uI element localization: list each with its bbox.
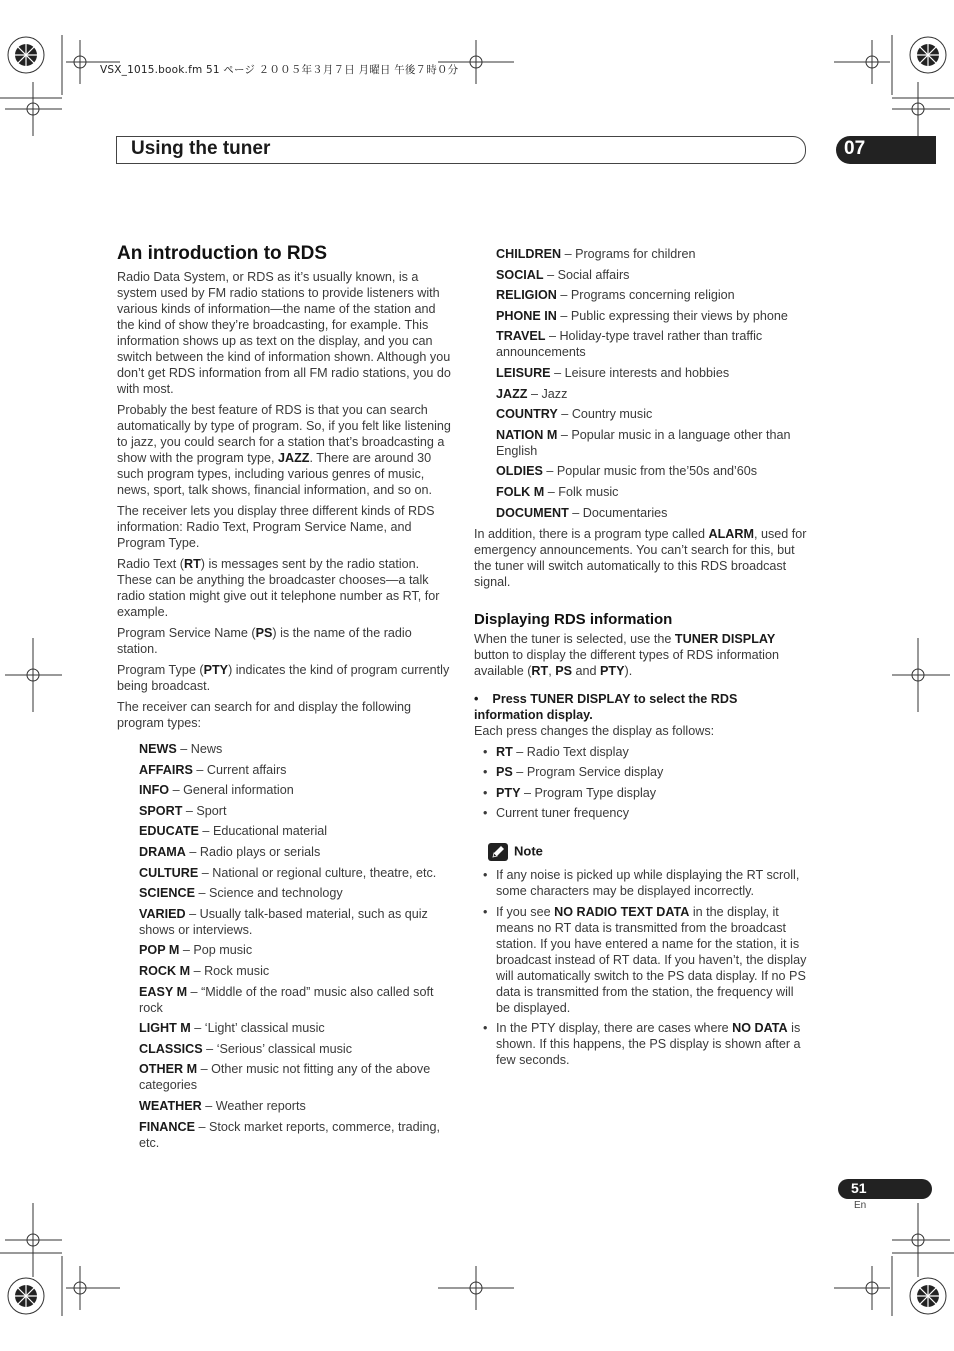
list-item: • PS – Program Service display <box>474 764 810 780</box>
list-item: RELIGION – Programs concerning religion <box>496 288 735 303</box>
paragraph: Each press changes the display as follows: <box>474 724 715 738</box>
note-item: • If any noise is picked up while displaying the RT scroll, some characters may be displayed incorrectly. <box>474 867 810 899</box>
pencil-icon <box>488 843 508 861</box>
note-list <box>474 867 810 1068</box>
list-item: NEWS – News <box>139 742 223 756</box>
list-item: OTHER M – Other music not fitting any of the above categories <box>139 1062 431 1093</box>
heading-intro-rds: An introduction to RDS <box>117 243 328 264</box>
list-item: LIGHT M – ‘Light’ classical music <box>139 1021 325 1036</box>
paragraph: Radio Data System, or RDS as it’s usually known, is a system used by FM radio stations to provide listeners with various kinds of information—the name of the station and the kind of show they’re broadcasting, for example. This information shows up as text on the display, and you can switch between the kind of information shown. Although you don’t get RDS information from all FM radio stations, you do with most. <box>117 270 451 396</box>
note-item: • If you see NO RADIO TEXT DATA in the display, it means no RT data is transmitted from the broadcast station. If you have entered a name for the station, it is broadcast instead of RT data. If you haven’t, the display will automatically switch to the PS data display. If no PS data is transmitted from the station, the frequency will be displayed. <box>474 904 810 1016</box>
list-item: AFFAIRS – Current affairs <box>139 762 287 777</box>
paragraph: Radio Text (RT) is messages sent by the radio station. These can be anything the broadcaster chooses—a talk radio station might give out it telephone number as RT, for example. <box>117 557 440 619</box>
right-column-types <box>474 246 810 595</box>
list-item: SPORT – Sport <box>139 803 227 818</box>
list-item: LEISURE – Leisure interests and hobbies <box>496 365 730 380</box>
paragraph: Probably the best feature of RDS is that you can search automatically by type of program. So, if you felt like listening to jazz, you could search for a station that’s broadcasting a show with the program type, JAZZ. There are around 30 such program types, including various genres of music, news, sport, talk shows, financial information, and so on. <box>117 403 451 497</box>
list-item: WEATHER – Weather reports <box>139 1098 306 1113</box>
list-item: • PTY – Program Type display <box>474 785 810 801</box>
list-item: POP M – Pop music <box>139 943 253 958</box>
list-item: EDUCATE – Educational material <box>139 824 328 839</box>
note-title: Note <box>514 843 543 859</box>
note-heading <box>474 843 810 861</box>
list-item: • RT – Radio Text display <box>474 744 810 760</box>
list-item: FOLK M – Folk music <box>496 484 619 499</box>
heading-displaying-rds: Displaying RDS information <box>474 611 673 628</box>
file-info: VSX_1015.book.fm 51 ページ ２００５年３月７日 月曜日 午後７時０分 <box>100 64 459 76</box>
section-header-bar <box>116 136 806 164</box>
note-item: • In the PTY display, there are cases where NO DATA is shown. If this happens, the PS display is shown after a few seconds. <box>474 1020 810 1068</box>
list-item: INFO – General information <box>139 783 294 798</box>
list-item: SOCIAL – Social affairs <box>496 267 630 282</box>
right-column-display <box>474 631 810 1072</box>
list-item: • Current tuner frequency <box>474 805 810 821</box>
list-item: ROCK M – Rock music <box>139 963 270 978</box>
list-item: PHONE IN – Public expressing their views by phone <box>496 308 788 323</box>
display-mode-list <box>474 744 810 821</box>
list-item: EASY M – “Middle of the road” music also called soft rock <box>139 984 434 1015</box>
list-item: FINANCE – Stock market reports, commerce, trading, etc. <box>139 1119 440 1150</box>
list-item: COUNTRY – Country music <box>496 407 653 422</box>
language-code: En <box>854 1200 867 1211</box>
list-item: DOCUMENT – Documentaries <box>496 505 668 520</box>
paragraph-alarm: In addition, there is a program type called ALARM, used for emergency announcements. You can’t search for this, but the tuner will switch automatically to this RDS broadcast signal. <box>474 526 807 589</box>
list-item: CULTURE – National or regional culture, theatre, etc. <box>139 865 437 880</box>
list-item: SCIENCE – Science and technology <box>139 886 343 901</box>
section-title: Using the tuner <box>131 138 271 159</box>
paragraph: Program Service Name (PS) is the name of the radio station. <box>117 626 412 656</box>
paragraph: The receiver lets you display three different kinds of RDS information: Radio Text, Program Service Name, and Program Type. <box>117 504 435 550</box>
chapter-tab <box>836 136 936 164</box>
page-number-tab <box>838 1179 932 1199</box>
program-type-list-continued <box>474 246 810 521</box>
left-column <box>117 269 455 1155</box>
list-item: DRAMA – Radio plays or serials <box>139 844 321 859</box>
step-instruction: • Press TUNER DISPLAY to select the RDS information display. <box>474 692 738 722</box>
list-item: CLASSICS – ‘Serious’ classical music <box>139 1041 352 1056</box>
list-item: VARIED – Usually talk-based material, such as quiz shows or interviews. <box>139 906 428 937</box>
paragraph: The receiver can search for and display the following program types: <box>117 700 412 730</box>
program-type-list <box>117 741 455 1151</box>
list-item: JAZZ – Jazz <box>496 386 568 401</box>
page-number: 51 <box>851 1180 867 1196</box>
list-item: NATION M – Popular music in a language other than English <box>496 427 791 458</box>
paragraph: When the tuner is selected, use the TUNER DISPLAY button to display the different types of RDS information available (RT, PS and PTY). <box>474 632 779 678</box>
list-item: OLDIES – Popular music from the’50s and’60s <box>496 464 758 479</box>
list-item: TRAVEL – Holiday-type travel rather than traffic announcements <box>496 329 763 360</box>
paragraph: Program Type (PTY) indicates the kind of program currently being broadcast. <box>117 663 450 693</box>
chapter-number: 07 <box>844 138 866 159</box>
list-item: CHILDREN – Programs for children <box>496 247 696 261</box>
